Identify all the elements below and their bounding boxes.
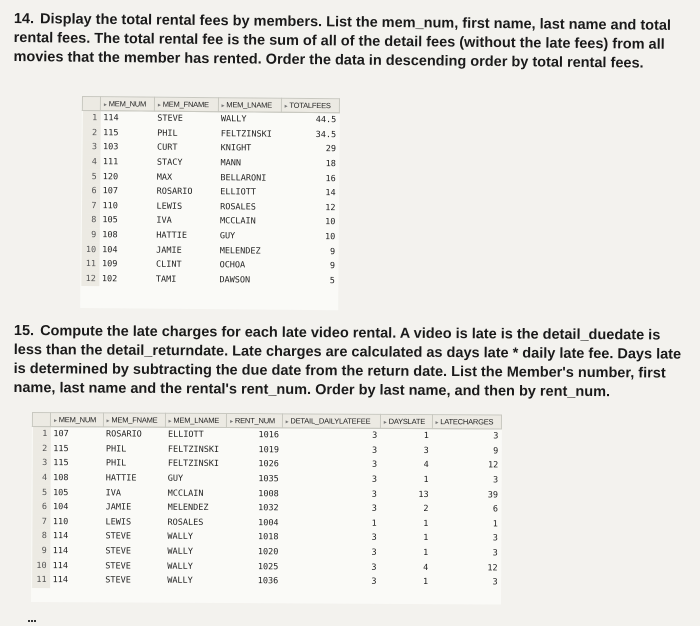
table-cell: 3 [371, 533, 377, 544]
question-15-text: Compute the late charges for each late video rental. A video is late is the detail_duedate is less than the detail_returndate. Late charges are calculated as days late * daily late fee. Days late is determined by subtracting the due date from the return date. List the Member's number, first name, last name and the rental's rent_num. Order by last name, and then by rent_num. [13, 323, 682, 401]
table-cell: 3 [371, 562, 377, 573]
column-header[interactable]: ▸ MEM_NUM [50, 413, 103, 427]
column-header[interactable]: ▸ DAYSLATE [380, 414, 432, 428]
table-cell: 1 [423, 431, 429, 442]
table-cell: 107 [53, 429, 69, 440]
table-cell: 114 [103, 113, 119, 124]
table-cell: GUY [219, 231, 236, 242]
table-cell: IVA [105, 488, 122, 499]
table-cell: 109 [101, 259, 118, 270]
row-number: 1 [82, 111, 100, 126]
table-cell: MCCLAIN [219, 216, 256, 227]
table-cell: 103 [103, 142, 119, 153]
column-header[interactable]: ▸ MEM_FNAME [103, 413, 165, 427]
column-header[interactable]: ▸ LATECHARGES [432, 415, 502, 429]
table-cell: 3 [371, 460, 378, 471]
table-cell: 4 [423, 562, 429, 573]
question-14-number: 14. [13, 10, 35, 28]
table-cell: STACY [156, 157, 183, 168]
table-cell: 1 [422, 577, 429, 588]
table-cell: 107 [102, 186, 119, 197]
table-cell: FELTZINSKI [167, 459, 220, 470]
table-cell: 2 [423, 504, 429, 515]
row-number: 4 [32, 471, 50, 486]
table-cell: 114 [52, 546, 69, 557]
table-cell: 13 [418, 489, 429, 500]
table-cell: MCCLAIN [167, 488, 204, 499]
table-cell: 10 [325, 217, 336, 228]
row-number: 9 [32, 544, 50, 559]
table-cell: 12 [487, 460, 499, 471]
table-cell: STEVE [105, 575, 131, 586]
column-header[interactable]: ▸ TOTALFEES [281, 98, 339, 113]
table-cell: 3 [371, 504, 377, 515]
table-cell: STEVE [105, 546, 131, 557]
table-cell: 105 [53, 487, 69, 498]
row-number: 6 [32, 500, 50, 515]
table-cell: 1 [423, 475, 429, 486]
table-15-body [32, 427, 502, 590]
result-table-14 [80, 96, 340, 310]
table-cell: 1 [371, 518, 377, 529]
column-header[interactable]: ▸ RENT_NUM [227, 414, 283, 428]
table-cell: 12 [325, 202, 336, 214]
row-number: 2 [82, 126, 100, 141]
table-cell: 18 [325, 159, 336, 170]
table-cell: 1036 [257, 576, 279, 587]
row-number: 8 [32, 529, 50, 544]
table-cell: WALLY [167, 575, 193, 587]
table-cell: 3 [492, 548, 498, 559]
table-cell: MELENDEZ [219, 245, 261, 257]
table-cell: STEVE [105, 531, 132, 542]
question-15-number: 15. [13, 322, 35, 340]
table-cell: 1004 [258, 518, 279, 529]
table-cell: 3 [492, 577, 498, 588]
row-number: 11 [32, 573, 50, 588]
table-cell: PHIL [105, 444, 127, 455]
table-cell: STEVE [105, 561, 131, 572]
table-cell: 115 [53, 458, 69, 469]
row-number: 9 [81, 228, 99, 243]
table-cell: ROSARIO [105, 429, 142, 440]
column-header[interactable]: ▸ DETAIL_DAILYLATEFEE [282, 414, 380, 429]
table-cell: 3 [371, 474, 378, 485]
table-cell: WALLY [220, 114, 247, 125]
table-cell: KNIGHT [220, 143, 252, 154]
column-header[interactable]: ▸ MEM_LNAME [218, 98, 281, 113]
table-cell: 111 [102, 157, 119, 168]
table-cell: 44.5 [315, 115, 337, 126]
row-number-header[interactable] [82, 97, 100, 111]
table-cell: 3 [371, 577, 377, 588]
table-cell: 6 [492, 504, 499, 515]
table-cell: STEVE [157, 113, 183, 125]
table-cell: 115 [53, 444, 69, 455]
table-cell: FELTZINSKI [167, 444, 220, 455]
table-cell: 9 [329, 246, 336, 257]
table-cell: 3 [423, 445, 429, 456]
table-cell: 3 [372, 431, 378, 442]
table-cell: 5 [329, 275, 335, 287]
table-cell: 3 [371, 489, 377, 500]
table-cell: FELTZINSKI [220, 129, 272, 140]
row-number: 12 [81, 272, 99, 287]
table-cell: LEWIS [156, 201, 183, 212]
table-cell: ROSARIO [156, 186, 193, 198]
table-cell: 1035 [258, 474, 279, 485]
table-cell: 102 [101, 274, 118, 285]
table-cell: HATTIE [105, 473, 137, 484]
table-cell: WALLY [167, 561, 193, 572]
table-cell: IVA [156, 216, 172, 227]
table-cell: 104 [102, 244, 118, 255]
table-cell: 105 [102, 215, 118, 226]
column-header[interactable]: ▸ MEM_FNAME [154, 97, 218, 112]
table-cell: 12 [487, 563, 498, 574]
row-number: 7 [32, 515, 50, 530]
table-cell: PHIL [157, 128, 178, 139]
table-cell: 3 [372, 445, 378, 456]
table-cell: HATTIE [156, 230, 188, 241]
table-cell: 1025 [257, 561, 279, 572]
table-cell: ROSALES [167, 517, 204, 528]
table-cell: MANN [220, 158, 242, 169]
table-cell: 16 [325, 173, 336, 184]
table-cell: 1032 [258, 503, 279, 514]
table-cell: GUY [167, 473, 184, 484]
table-cell: 3 [492, 475, 499, 486]
table-14-body [81, 111, 340, 289]
table-cell: JAMIE [105, 502, 132, 513]
table-cell: ELLIOTT [220, 187, 257, 198]
table-cell: 104 [52, 502, 69, 513]
table-cell: 3 [493, 431, 499, 442]
row-number: 2 [32, 442, 50, 457]
question-15 [13, 322, 690, 403]
table-cell: MAX [156, 172, 173, 183]
table-cell: PHIL [105, 458, 127, 469]
table-cell: 1008 [258, 488, 279, 499]
table-cell: ELLIOTT [167, 430, 204, 441]
table-cell: 9 [329, 261, 336, 272]
table-cell: 1016 [258, 430, 280, 441]
page-edge-mark [28, 614, 36, 622]
table-cell: JAMIE [156, 245, 182, 256]
table-cell: TAMI [155, 274, 177, 285]
table-cell: OCHOA [219, 260, 246, 271]
table-cell: 1 [423, 548, 429, 559]
table-cell: 29 [325, 144, 337, 155]
table-cell: 34.5 [315, 129, 337, 141]
table-cell: 1026 [258, 459, 279, 470]
table-cell: 1 [492, 519, 498, 530]
result-table-15 [31, 412, 502, 604]
table-cell: CLINT [155, 259, 182, 271]
table-cell: 108 [102, 230, 118, 241]
row-number: 6 [82, 184, 100, 199]
row-number: 10 [81, 242, 99, 257]
row-number: 11 [81, 257, 99, 272]
table-cell: 114 [52, 560, 69, 571]
table-cell: WALLY [167, 546, 193, 557]
row-number: 3 [32, 456, 50, 471]
table-cell: 1 [423, 518, 429, 529]
row-number: 7 [81, 199, 99, 214]
table-cell: 114 [52, 575, 69, 586]
table-cell: 1 [423, 533, 429, 544]
column-header[interactable]: ▸ MEM_NUM [100, 97, 154, 111]
table-cell: ROSALES [220, 202, 256, 213]
table-cell: 14 [325, 188, 336, 199]
row-number: 5 [82, 169, 100, 184]
table-cell: 10 [324, 232, 336, 243]
table-cell: 4 [423, 460, 429, 471]
table-cell: 3 [371, 547, 377, 558]
table-cell: WALLY [167, 532, 194, 543]
table-cell: BELLARONI [220, 172, 267, 184]
question-14-text: Display the total rental fees by members. List the mem_num, first name, last name and total rental fees. The total rental fee is the sum of all of the detail fees (without the late fees) from all movies that the member has rented. Order the data in descending order by total rental fees. [13, 11, 672, 72]
table-row [81, 272, 338, 289]
row-number: 1 [32, 427, 50, 442]
table-cell: MELENDEZ [167, 502, 209, 514]
table-cell: CURT [156, 143, 178, 154]
table-cell: 108 [53, 473, 69, 484]
table-cell: DAWSON [219, 275, 251, 286]
row-number-header[interactable] [32, 413, 50, 427]
table-cell: 120 [102, 171, 119, 182]
table-cell: 114 [52, 531, 69, 542]
question-14 [13, 10, 690, 74]
row-number: 5 [32, 485, 50, 500]
table-cell: 110 [52, 516, 69, 528]
row-number: 3 [82, 140, 100, 155]
table-cell: LEWIS [105, 517, 132, 528]
table-cell: 1018 [257, 532, 279, 543]
table-cell: 9 [493, 446, 499, 457]
column-header[interactable]: ▸ MEM_LNAME [165, 413, 227, 427]
row-number: 4 [82, 155, 100, 170]
row-number: 8 [81, 213, 99, 228]
table-cell: 39 [487, 490, 499, 501]
table-cell: 110 [102, 201, 118, 212]
table-cell: 1019 [258, 445, 279, 456]
table-cell: 115 [103, 128, 119, 139]
table-cell: 1020 [257, 547, 279, 558]
table-row [32, 573, 501, 590]
table-cell: 3 [492, 533, 498, 544]
row-number: 10 [32, 558, 50, 573]
